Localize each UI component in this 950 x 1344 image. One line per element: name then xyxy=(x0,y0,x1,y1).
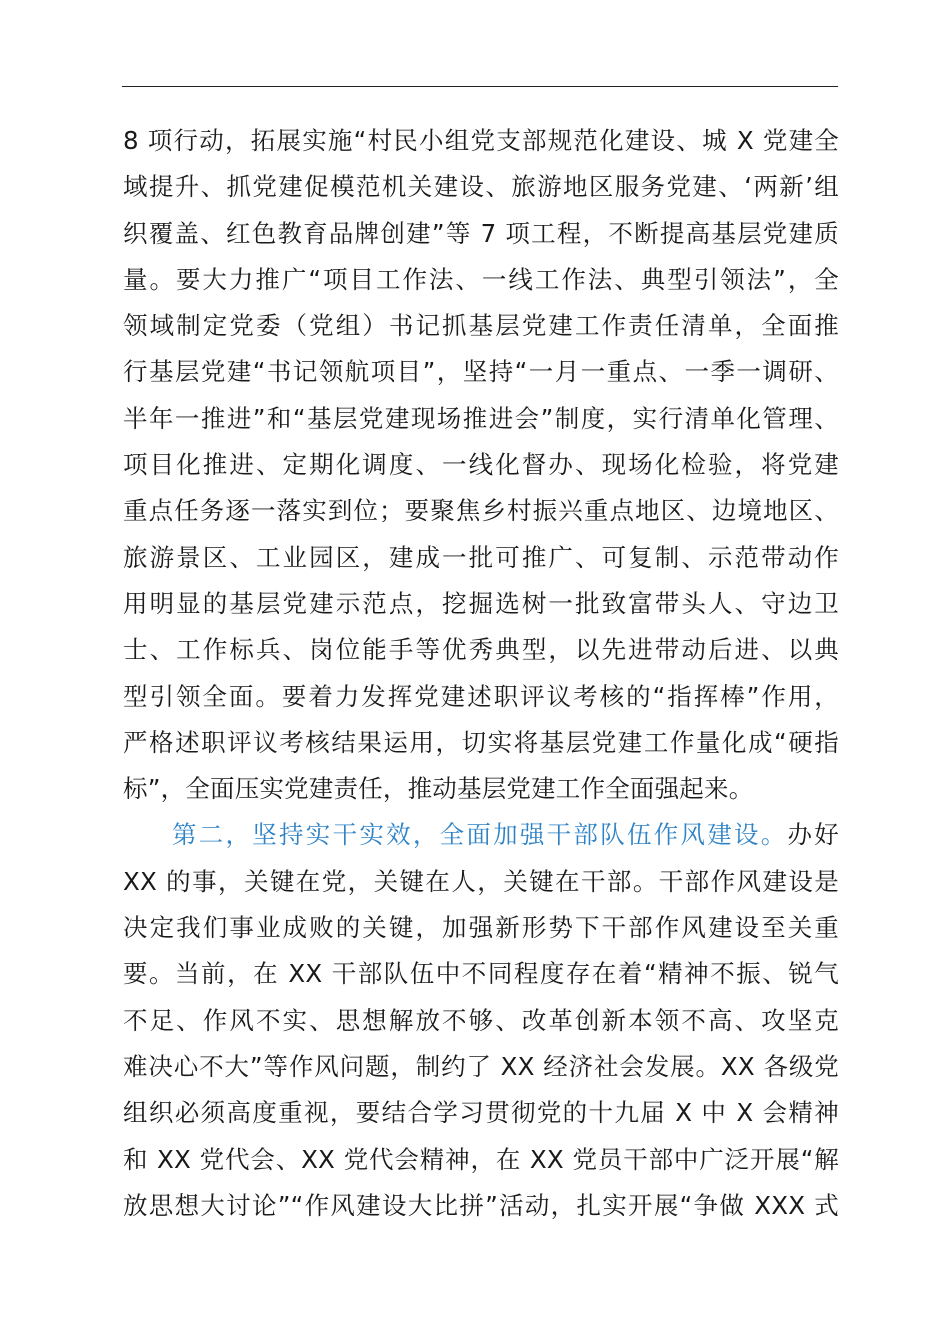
text-line: 领域制定党委（党组）书记抓基层党建工作责任清单，全面推 xyxy=(123,311,839,341)
text-line: 和 XX 党代会、XX 党代会精神，在 XX 党员干部中广泛开展“解 xyxy=(123,1144,839,1174)
text-line: 严格述职评议考核结果运用，切实将基层党建工作量化成“硬指 xyxy=(123,727,839,757)
text-line: 组织必须高度重视，要结合学习贯彻党的十九届 X 中 X 会精神 xyxy=(123,1098,839,1128)
text-line: 决定我们事业成败的关键，加强新形势下干部作风建设至关重 xyxy=(123,913,839,943)
text-line: 项目化推进、定期化调度、一线化督办、现场化检验，将党建 xyxy=(123,450,839,480)
text-line: 重点任务逐一落实到位；要聚焦乡村振兴重点地区、边境地区、 xyxy=(123,496,839,526)
text-line: 域提升、抓党建促模范机关建设、旅游地区服务党建、‘两新’组 xyxy=(123,172,839,202)
body-text xyxy=(123,118,839,1229)
header-divider xyxy=(122,86,838,87)
text-line: 难决心不大”等作风问题，制约了 XX 经济社会发展。XX 各级党 xyxy=(123,1051,839,1081)
text-line: XX 的事，关键在党，关键在人，关键在干部。干部作风建设是 xyxy=(123,866,839,896)
text-line: 半年一推进”和“基层党建现场推进会”制度，实行清单化管理、 xyxy=(123,403,839,433)
text-line: 士、工作标兵、岗位能手等优秀典型，以先进带动后进、以典 xyxy=(123,635,839,665)
text-line: 量。要大力推广“项目工作法、一线工作法、典型引领法”，全 xyxy=(123,264,839,294)
text-line: 要。当前，在 XX 干部队伍中不同程度存在着“精神不振、锐气 xyxy=(123,959,839,989)
text-line: 行基层党建“书记领航项目”，坚持“一月一重点、一季一调研、 xyxy=(123,357,839,387)
text-line: 用明显的基层党建示范点，挖掘选树一批致富带头人、守边卫 xyxy=(123,588,839,618)
text-line: 旅游景区、工业园区，建成一批可推广、可复制、示范带动作 xyxy=(123,542,839,572)
paragraph-2 xyxy=(123,812,839,1229)
section-heading: 第二，坚持实干实效，全面加强干部队伍作风建设。 xyxy=(172,820,788,850)
text-line: 不足、作风不实、思想解放不够、改革创新本领不高、攻坚克 xyxy=(123,1005,839,1035)
heading-tail-text: 办好 xyxy=(787,820,839,850)
text-line: 型引领全面。要着力发挥党建述职评议考核的“指挥棒”作用， xyxy=(123,681,839,711)
text-line: 织覆盖、红色教育品牌创建”等 7 项工程，不断提高基层党建质 xyxy=(123,218,839,248)
text-line: 标”，全面压实党建责任，推动基层党建工作全面强起来。 xyxy=(123,774,754,804)
section-heading-line xyxy=(123,812,839,858)
text-line: 放思想大讨论”“作风建设大比拼”活动，扎实开展“争做 XXX 式 xyxy=(123,1190,839,1220)
paragraph-1 xyxy=(123,118,839,812)
text-line: 8 项行动，拓展实施“村民小组党支部规范化建设、城 X 党建全 xyxy=(123,126,839,155)
